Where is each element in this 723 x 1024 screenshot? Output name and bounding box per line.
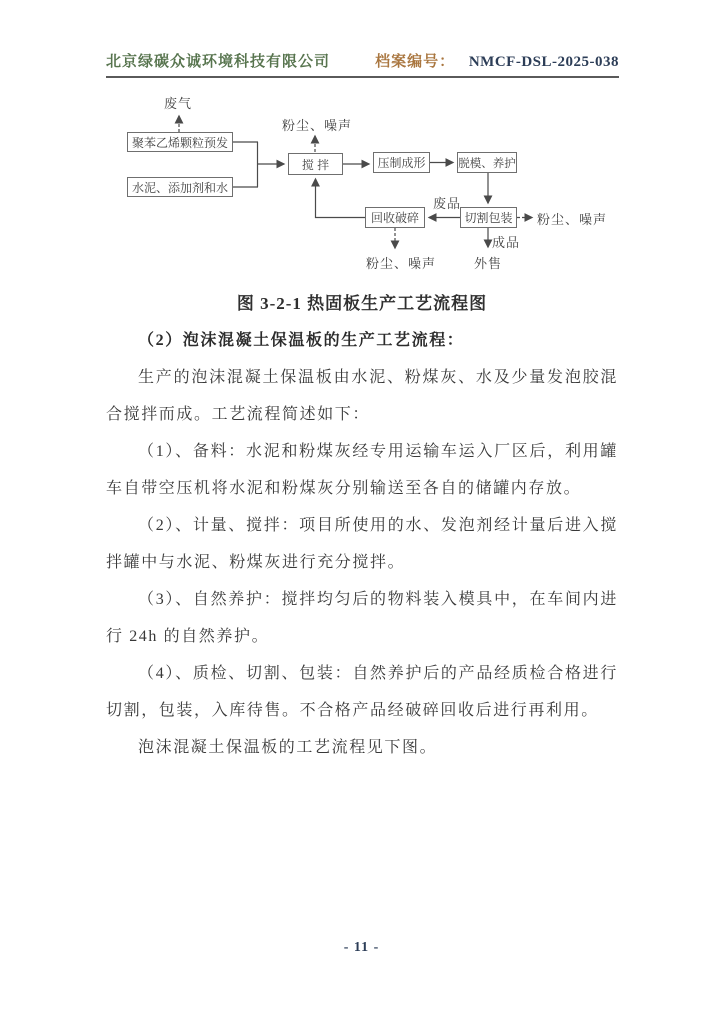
figure-caption: 图 3-2-1 热固板生产工艺流程图	[236, 294, 488, 313]
paragraph: （2）、计量、搅拌：项目所使用的水、发泡剂经计量后进入搅拌罐中与水泥、粉煤灰进行充分搅拌。	[106, 517, 618, 571]
flow-label-waste-gas: 废气	[164, 96, 193, 111]
archive-number-value: NMCF-DSL-2025-038	[468, 54, 619, 70]
flow-node-eps-prefoam: 聚苯乙烯颗粒预发	[127, 132, 233, 152]
paragraph: 泡沫混凝土保温板的工艺流程见下图。	[138, 739, 438, 756]
paragraph: （1）、备料：水泥和粉煤灰经专用运输车运入厂区后，利用罐车自带空压机将水泥和粉煤灰分别输送至各自的储罐内存放。	[106, 443, 618, 497]
flow-label-dust-noise-cutting: 粉尘、噪声	[537, 212, 608, 227]
paragraph: （4）、质检、切割、包装：自然养护后的产品经质检合格进行切割，包装，入库待售。不合格产品经破碎回收后进行再利用。	[106, 665, 618, 719]
flow-node-cement-water: 水泥、添加剂和水	[127, 177, 233, 197]
flow-label-dust-noise-mixing: 粉尘、噪声	[282, 118, 353, 133]
paragraph: （3）、自然养护：搅拌均匀后的物料装入模具中，在车间内进行 24h 的自然养护。	[106, 591, 618, 645]
flow-node-demold-curing: 脱模、养护	[457, 152, 517, 173]
process-flowchart	[100, 90, 620, 285]
flow-node-recycle-crush: 回收破碎	[365, 207, 425, 228]
flow-label-scrap: 废品	[433, 196, 462, 211]
section-heading: （2）泡沫混凝土保温板的生产工艺流程：	[138, 332, 465, 349]
flow-node-cut-packing: 切割包装	[460, 207, 517, 228]
flow-label-dust-noise-crushing: 粉尘、噪声	[366, 256, 437, 271]
flow-label-sold-out: 外售	[474, 256, 503, 271]
archive-number-label: 档案编号：	[375, 54, 456, 70]
flow-label-finished-product: 成品	[492, 235, 521, 250]
archive-number-group	[375, 50, 619, 71]
flow-node-press-forming: 压制成形	[373, 152, 430, 173]
company-name: 北京绿碳众诚环境科技有限公司	[106, 54, 331, 70]
paragraph: 生产的泡沫混凝土保温板由水泥、粉煤灰、水及少量发泡胶混合搅拌而成。工艺流程简述如下：	[106, 369, 618, 423]
flow-node-mixing: 搅 拌	[288, 153, 343, 175]
page-number: - 11 -	[343, 940, 380, 955]
page-header	[106, 0, 619, 78]
body-text	[106, 322, 618, 766]
